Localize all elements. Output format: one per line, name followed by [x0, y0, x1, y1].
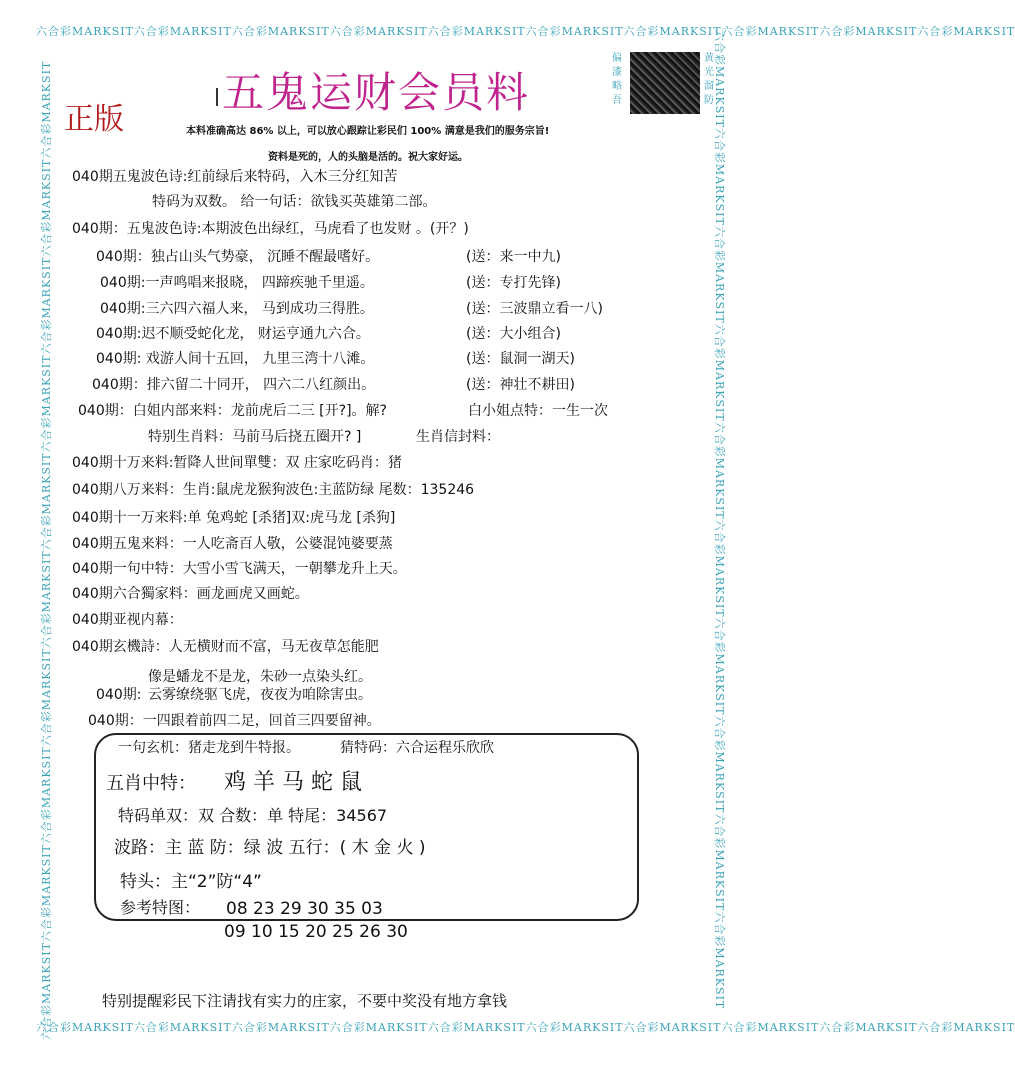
- footer-notice: 特别提醒彩民下注请找有实力的庄家，不要中奖没有地方拿钱: [102, 992, 508, 1010]
- line-tema-shuangshu: 特码为双数。 给一句话：欲钱买英雄第二部。: [152, 194, 437, 210]
- box-cankao-row1: 08 23 29 30 35 03: [226, 899, 383, 919]
- top-border-text: 六合彩MARKSIT六合彩MARKSIT六合彩MARKSIT六合彩MARKSIT六合彩MARKSIT六合彩MARKSIT六合彩MARKSIT六合彩MARKSIT六合彩MARKSIT六合彩MARKSIT: [36, 25, 1015, 38]
- line-bawan: 040期八万来料：生肖:鼠虎龙猴狗波色:主蓝防绿 尾数：135246: [72, 482, 475, 498]
- qr-right-label: 黄 光 溜 防: [704, 53, 714, 106]
- qr-left-label: 偏 漆 略 吾: [612, 53, 622, 106]
- title-cursor-bar: [216, 88, 218, 106]
- poem-line-1: 040期：独占山头气势豪， 沉睡不醒最嗜好。: [96, 249, 380, 265]
- poem-note-2: (送：专打先锋): [466, 275, 561, 291]
- left-border-text: 六合彩MARKSIT六合彩MARKSIT六合彩MARKSIT六合彩MARKSIT六合彩MARKSIT六合彩MARKSIT六合彩MARKSIT六合彩MARKSIT六合彩MARKSIT六合彩MARKSIT: [40, 60, 53, 1040]
- right-border-text: 六合彩MARKSIT六合彩MARKSIT六合彩MARKSIT六合彩MARKSIT六合彩MARKSIT六合彩MARKSIT六合彩MARKSIT六合彩MARKSIT六合彩MARKSIT六合彩MARKSIT: [713, 30, 726, 1010]
- poem-line-4: 040期:迟不顺受蛇化龙， 财运亨通九六合。: [96, 326, 370, 342]
- page-title: 五鬼运财会员料: [222, 68, 531, 117]
- poem-note-6: (送：神壮不耕田): [466, 377, 575, 393]
- box-danshuang: 特码单双：双 合数：单 特尾：34567: [118, 806, 388, 825]
- line-yisi: 040期：一四跟着前四二足，回首三四要留神。: [88, 713, 381, 729]
- line-040-label: 040期:: [96, 687, 142, 703]
- line-tebie-shengxiao: 特别生肖料：马前马后挠五圈开? ]: [148, 429, 362, 445]
- poem-line-5: 040期: 戏游人间十五回， 九里三湾十八滩。: [96, 351, 375, 367]
- line-yunwu: 云雾缭绕驱飞虎，夜夜为咱除害虫。: [148, 687, 372, 703]
- poem-line-3: 040期:三六四六福人来， 马到成功三得胜。: [100, 301, 374, 317]
- box-wuxiao-label: 五肖中特：: [106, 773, 196, 794]
- poem-line-6: 040期：排六留二十同开， 四六二八红颜出。: [92, 377, 376, 393]
- line-liuhe-dujia: 040期六合獨家料：画龙画虎又画蛇。: [72, 586, 309, 602]
- line-xuanji: 040期玄機詩：人无横财而不富，马无夜草怎能肥: [72, 639, 379, 655]
- line-baixiaojie: 白小姐点特：一生一次: [468, 403, 608, 419]
- box-xuanji: 一句玄机：猪走龙到牛特报。: [118, 740, 300, 756]
- box-cankao-label: 参考特图：: [120, 898, 201, 917]
- line-bose-shi: 040期：五鬼波色诗:本期波色出绿红，马虎看了也发财 。(开？): [72, 221, 469, 237]
- box-tetou: 特头：主“2”防“4”: [120, 872, 262, 892]
- qr-code-image: [630, 52, 700, 114]
- qr-panel: [612, 52, 716, 114]
- summary-box: [94, 733, 639, 921]
- line-wugui-bose: 040期五鬼波色诗:红前绿后来特码，入木三分红知苦: [72, 169, 398, 185]
- box-cai-tema: 猜特码：六合运程乐欣欣: [340, 740, 494, 756]
- right-border: [712, 30, 732, 1040]
- poem-note-3: (送：三波鼎立看一八): [466, 301, 603, 317]
- box-wuxiao-value: 鸡 羊 马 蛇 鼠: [224, 770, 362, 795]
- subtitle-line-2: 资料是死的，人的头脑是活的。祝大家好运。: [268, 152, 468, 163]
- line-yiju-zhongte: 040期一句中特：大雪小雪飞满天，一朝攀龙升上天。: [72, 561, 407, 577]
- zhengban-stamp: 正版: [64, 102, 124, 137]
- line-shiwan: 040期十万来料:暂降人世间單雙：双 庄家吃码肖：猪: [72, 455, 402, 471]
- line-wugui-lailiao: 040期五鬼来料：一人吃斋百人敬，公婆混饨婆要蒸: [72, 536, 393, 552]
- box-bolu: 波路：主 蓝 防：绿 波 五行：( 木 金 火 ): [114, 838, 426, 858]
- line-shiyiwan: 040期十一万来料:单 兔鸡蛇 [杀猪]双:虎马龙 [杀狗]: [72, 510, 396, 526]
- bottom-border-text: 六合彩MARKSIT六合彩MARKSIT六合彩MARKSIT六合彩MARKSIT六合彩MARKSIT六合彩MARKSIT六合彩MARKSIT六合彩MARKSIT六合彩MARKSIT六合彩MARKSIT: [36, 1021, 1015, 1034]
- box-cankao-row2: 09 10 15 20 25 26 30: [224, 922, 408, 942]
- poem-note-1: (送：来一中九): [466, 249, 561, 265]
- line-panlong: 像是蟠龙不是龙，朱砂一点染头红。: [148, 669, 372, 685]
- left-border: [36, 30, 56, 1040]
- poem-note-5: (送：鼠洞一湖天): [466, 351, 575, 367]
- subtitle-line-1: 本料准确高达 86% 以上，可以放心跟踪让彩民们 100% 满意是我们的服务宗旨!: [186, 126, 550, 137]
- line-baijie: 040期：白姐内部来料：龙前虎后二三 [开?]。解?: [78, 403, 387, 419]
- poem-note-4: (送：大小组合): [466, 326, 561, 342]
- line-yashi: 040期亚视内幕：: [72, 612, 183, 628]
- poem-line-2: 040期:一声鸣唱来报晓， 四蹄疾驰千里遥。: [100, 275, 374, 291]
- line-xinfeng: 生肖信封料：: [416, 429, 500, 445]
